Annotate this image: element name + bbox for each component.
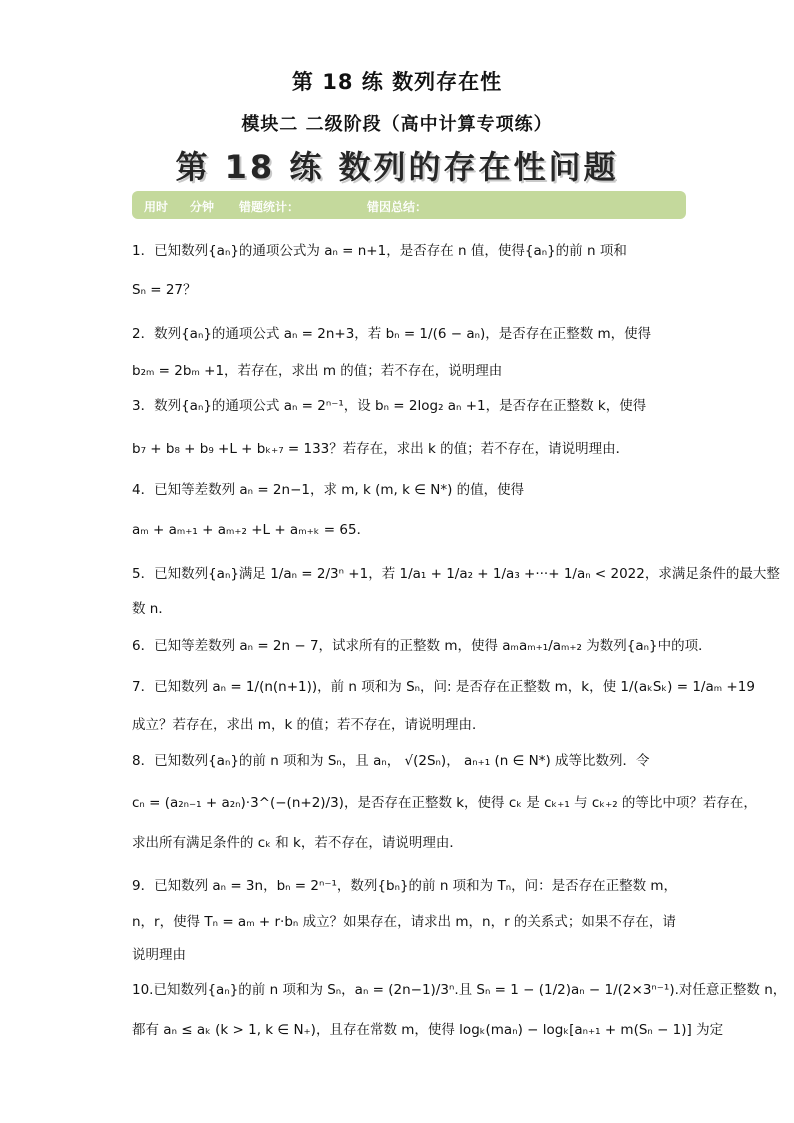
question-9-line-2: n，r，使得 Tₙ = aₘ + r·bₙ 成立？如果存在，请求出 m，n，r 的关系式；如果不存在，请 xyxy=(132,914,676,930)
question-4-line-2: aₘ + aₘ₊₁ + aₘ₊₂ +L + aₘ₊ₖ = 65． xyxy=(132,522,371,538)
question-3-line-1: 3．数列{aₙ}的通项公式 aₙ = 2ⁿ⁻¹，设 bₙ = 2log₂ aₙ +1，是否存在正整数 k，使得 xyxy=(132,398,647,414)
question-3-line-2: b₇ + b₈ + b₉ +L + bₖ₊₇ = 133？若存在，求出 k 的值；若不存在，请说明理由． xyxy=(132,441,630,457)
question-10-line-1: 10.已知数列{aₙ}的前 n 项和为 Sₙ，aₙ = (2n−1)/3ⁿ.且 Sₙ = 1 − (1/2)aₙ − 1/(2×3ⁿ⁻¹).对任意正整数 n， xyxy=(132,982,787,998)
error-summary-label: 错因总结： xyxy=(367,200,428,214)
question-8-line-2: cₙ = (a₂ₙ₋₁ + a₂ₙ)·3^(−(n+2)/3)，是否存在正整数 k，使得 cₖ 是 cₖ₊₁ 与 cₖ₊₂ 的等比中项？若存在， xyxy=(132,795,757,811)
question-8-line-3: 求出所有满足条件的 cₖ 和 k，若不存在，请说明理由． xyxy=(132,835,463,851)
page-title: 第 18 练 数列存在性 xyxy=(291,70,503,94)
question-7-line-1: 7．已知数列 aₙ = 1/(n(n+1))，前 n 项和为 Sₙ，问: 是否存在正整数 m，k，使 1/(aₖSₖ) = 1/aₘ +19 xyxy=(132,679,755,695)
question-7-line-2: 成立？若存在，求出 m，k 的值；若不存在，请说明理由． xyxy=(132,717,486,733)
info-bar xyxy=(132,191,686,219)
minutes-label: 分钟 xyxy=(190,200,215,214)
question-6: 6．已知等差数列 aₙ = 2n − 7，试求所有的正整数 m，使得 aₘaₘ₊₁/aₘ₊₂ 为数列{aₙ}中的项． xyxy=(132,638,712,654)
question-5-line-2: 数 n． xyxy=(132,601,172,617)
question-2-line-1: 2．数列{aₙ}的通项公式 aₙ = 2n+3，若 bₙ = 1/(6 − aₙ)，是否存在正整数 m，使得 xyxy=(132,326,652,342)
question-4-line-1: 4．已知等差数列 aₙ = 2n−1，求 m, k (m, k ∈ N*) 的值，使得 xyxy=(132,482,525,498)
time-label: 用时 xyxy=(144,200,169,214)
question-1-line-1: 1．已知数列{aₙ}的通项公式为 aₙ = n+1，是否存在 n 值，使得{aₙ}的前 n 项和 xyxy=(132,243,627,259)
question-10-line-2: 都有 aₙ ≤ aₖ (k > 1, k ∈ N₊)，且存在常数 m，使得 logₖ(maₙ) − logₖ[aₙ₊₁ + m(Sₙ − 1)] 为定 xyxy=(132,1022,724,1038)
question-1-line-2: Sₙ = 27？ xyxy=(132,282,197,298)
question-9-line-1: 9．已知数列 aₙ = 3n，bₙ = 2ⁿ⁻¹，数列{bₙ}的前 n 项和为 Tₙ，问：是否存在正整数 m， xyxy=(132,878,678,894)
lesson-heading: 第 18 练 数列的存在性问题 xyxy=(175,148,619,186)
question-8-line-1: 8．已知数列{aₙ}的前 n 项和为 Sₙ，且 aₙ， √(2Sₙ)， aₙ₊₁ (n ∈ N*) 成等比数列．令 xyxy=(132,753,650,769)
module-subtitle: 模块二 二级阶段（高中计算专项练） xyxy=(241,114,553,135)
question-9-line-3: 说明理由 xyxy=(132,947,186,963)
question-2-line-2: b₂ₘ = 2bₘ +1，若存在，求出 m 的值；若不存在，说明理由 xyxy=(132,363,503,379)
error-stats-label: 错题统计： xyxy=(239,200,300,214)
question-5-line-1: 5．已知数列{aₙ}满足 1/aₙ = 2/3ⁿ +1，若 1/a₁ + 1/a₂ + 1/a₃ +···+ 1/aₙ < 2022，求满足条件的最大整 xyxy=(132,566,780,582)
